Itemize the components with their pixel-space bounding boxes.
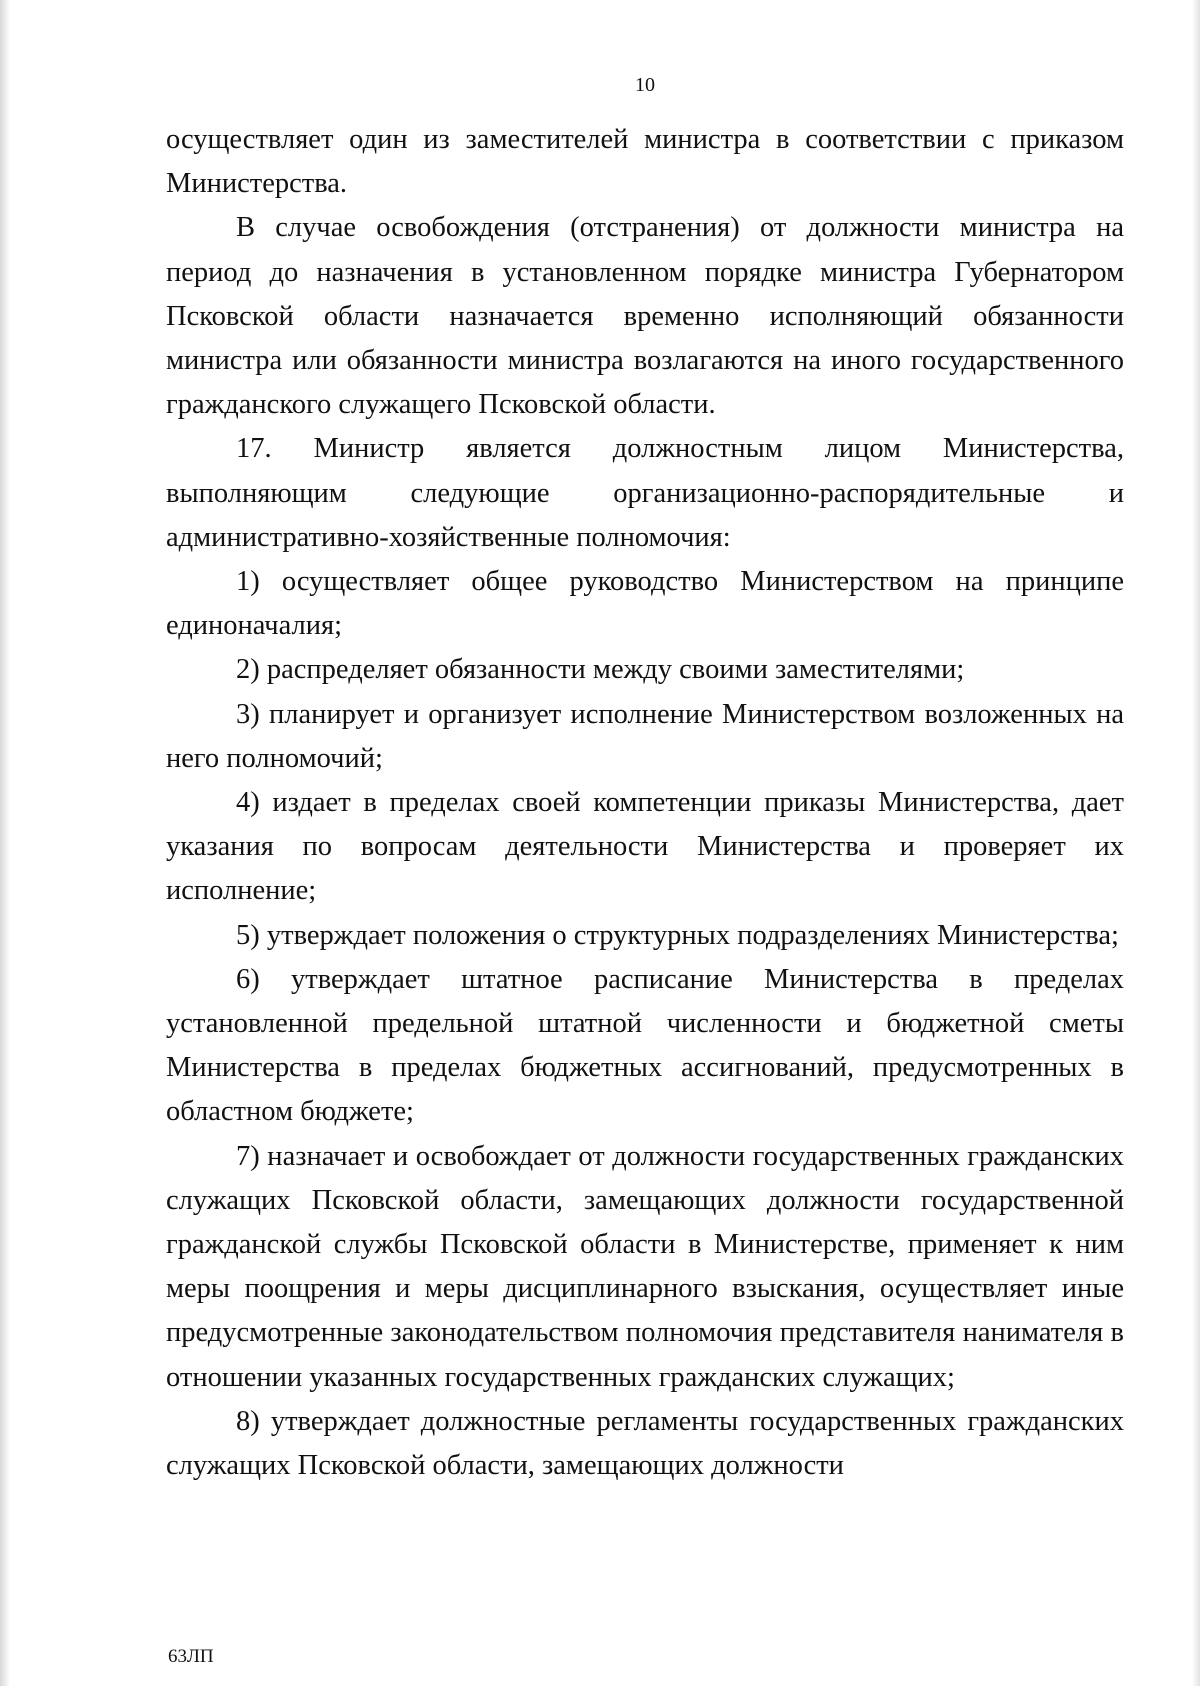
footer-document-code: 63ЛП <box>168 1646 214 1667</box>
list-item-1: 1) осуществляет общее руководство Министерством на принципе единоначалия; <box>166 566 1124 642</box>
page-number: 10 <box>635 74 655 96</box>
list-item-6: 6) утверждает штатное расписание Министерства в пределах установленной предельной штатной численности и бюджетной сметы Министерства в пределах бюджетных ассигнований, предусмотренных в областном бюджете; <box>166 963 1124 1128</box>
list-item-3: 3) планирует и организует исполнение Министерством возложенных на него полномочий; <box>166 698 1124 774</box>
list-item-7: 7) назначает и освобождает от должности государственных гражданских служащих Псковской области, замещающих должности государственной гражданской службы Псковской области в Министерстве, применяет к ним меры поощрения и меры дисциплинарного взыскания, осуществляет иные предусмотренные законодательством полномочия представителя нанимателя в отношении указанных государственных гражданских служащих; <box>166 1140 1124 1393</box>
list-item-4: 4) издает в пределах своей компетенции приказы Министерства, дает указания по вопросам деятельности Министерства и проверяет их исполнение; <box>166 787 1124 907</box>
paragraph-dismissal: В случае освобождения (отстранения) от должности министра на период до назначения в установленном порядке министра Губернатором Псковской области назначается временно исполняющий обязанности министра или обязанности министра возлагаются на иного государственного гражданского служащего Псковской области. <box>166 212 1124 421</box>
scan-edge-left <box>0 0 10 1686</box>
list-item-2: 2) распределяет обязанности между своими заместителями; <box>236 654 965 686</box>
document-body <box>166 118 1124 1488</box>
scan-edge-right <box>1192 0 1200 1686</box>
paragraph-item-17: 17. Министр является должностным лицом Министерства, выполняющим следующие организационно-распорядительные и административно-хозяйственные полномочия: <box>166 433 1124 553</box>
list-item-8: 8) утверждает должностные регламенты государственных гражданских служащих Псковской области, замещающих должности <box>166 1405 1124 1482</box>
list-item-5: 5) утверждает положения о структурных подразделениях Министерства; <box>236 919 1119 951</box>
paragraph-continuation: осуществляет один из заместителей министра в соответствии с приказом Министерства. <box>166 124 1124 200</box>
